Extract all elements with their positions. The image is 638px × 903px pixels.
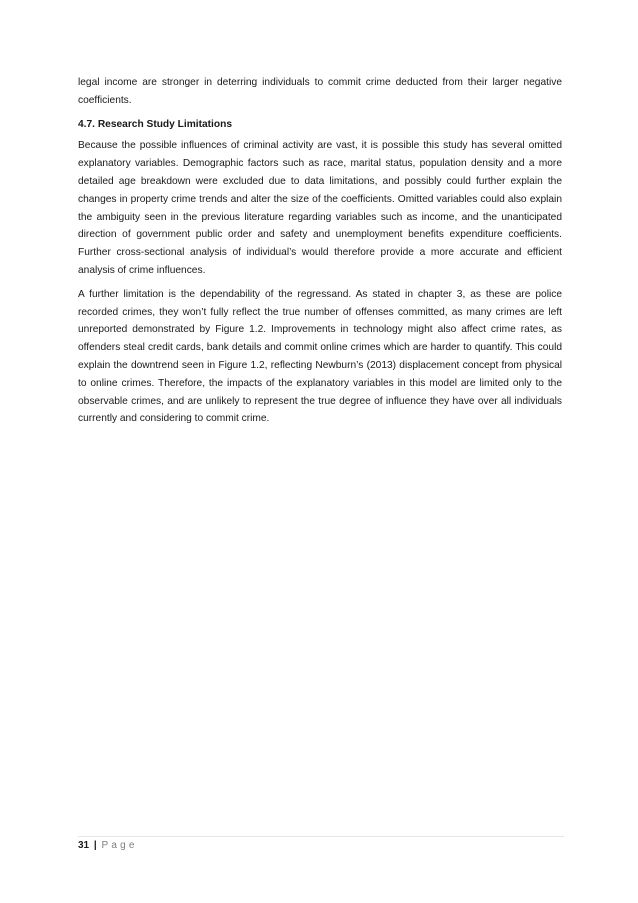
continuation-paragraph: legal income are stronger in deterring individuals to commit crime deducted from their larger negative coefficients. [78, 77, 562, 106]
page-footer [78, 839, 138, 853]
footer-separator: | [93, 840, 97, 851]
section-heading: 4.7. Research Study Limitations [78, 118, 232, 130]
page-label: Page [101, 840, 138, 851]
page-body [78, 74, 562, 434]
footer-divider [78, 836, 564, 837]
limitations-paragraph-1: Because the possible influences of criminal activity are vast, it is possible this study has several omitted explanatory variables. Demographic factors such as race, marital status, population density and a more detailed age breakdown were excluded due to data limitations, and possibly could further explain the changes in property crime trends and alter the size of the coefficients. Omitted variables could also explain the ambiguity seen in the previous literature regarding variables such as income, and the unanticipated direction of government public order and safety and unemployment benefits expenditure coefficients. Further cross-sectional analysis of individual’s would therefore provide a more accurate and efficient analysis of crime influences. [78, 140, 562, 276]
page-number: 31 [78, 840, 90, 851]
limitations-paragraph-2: A further limitation is the dependability of the regressand. As stated in chapter 3, as these are police recorded crimes, they won’t fully reflect the true number of offenses committed, as many crimes are left unreported demonstrated by Figure 1.2. Improvements in technology might also affect crime rates, as offenders steal credit cards, bank details and commit online crimes which are harder to quantify. This could explain the downtrend seen in Figure 1.2, reflecting Newburn’s (2013) displacement concept from physical to online crimes. Therefore, the impacts of the explanatory variables in this model are limited only to the observable crimes, and are unlikely to represent the true degree of influence they have over all individuals currently and considering to commit crime. [78, 288, 562, 425]
